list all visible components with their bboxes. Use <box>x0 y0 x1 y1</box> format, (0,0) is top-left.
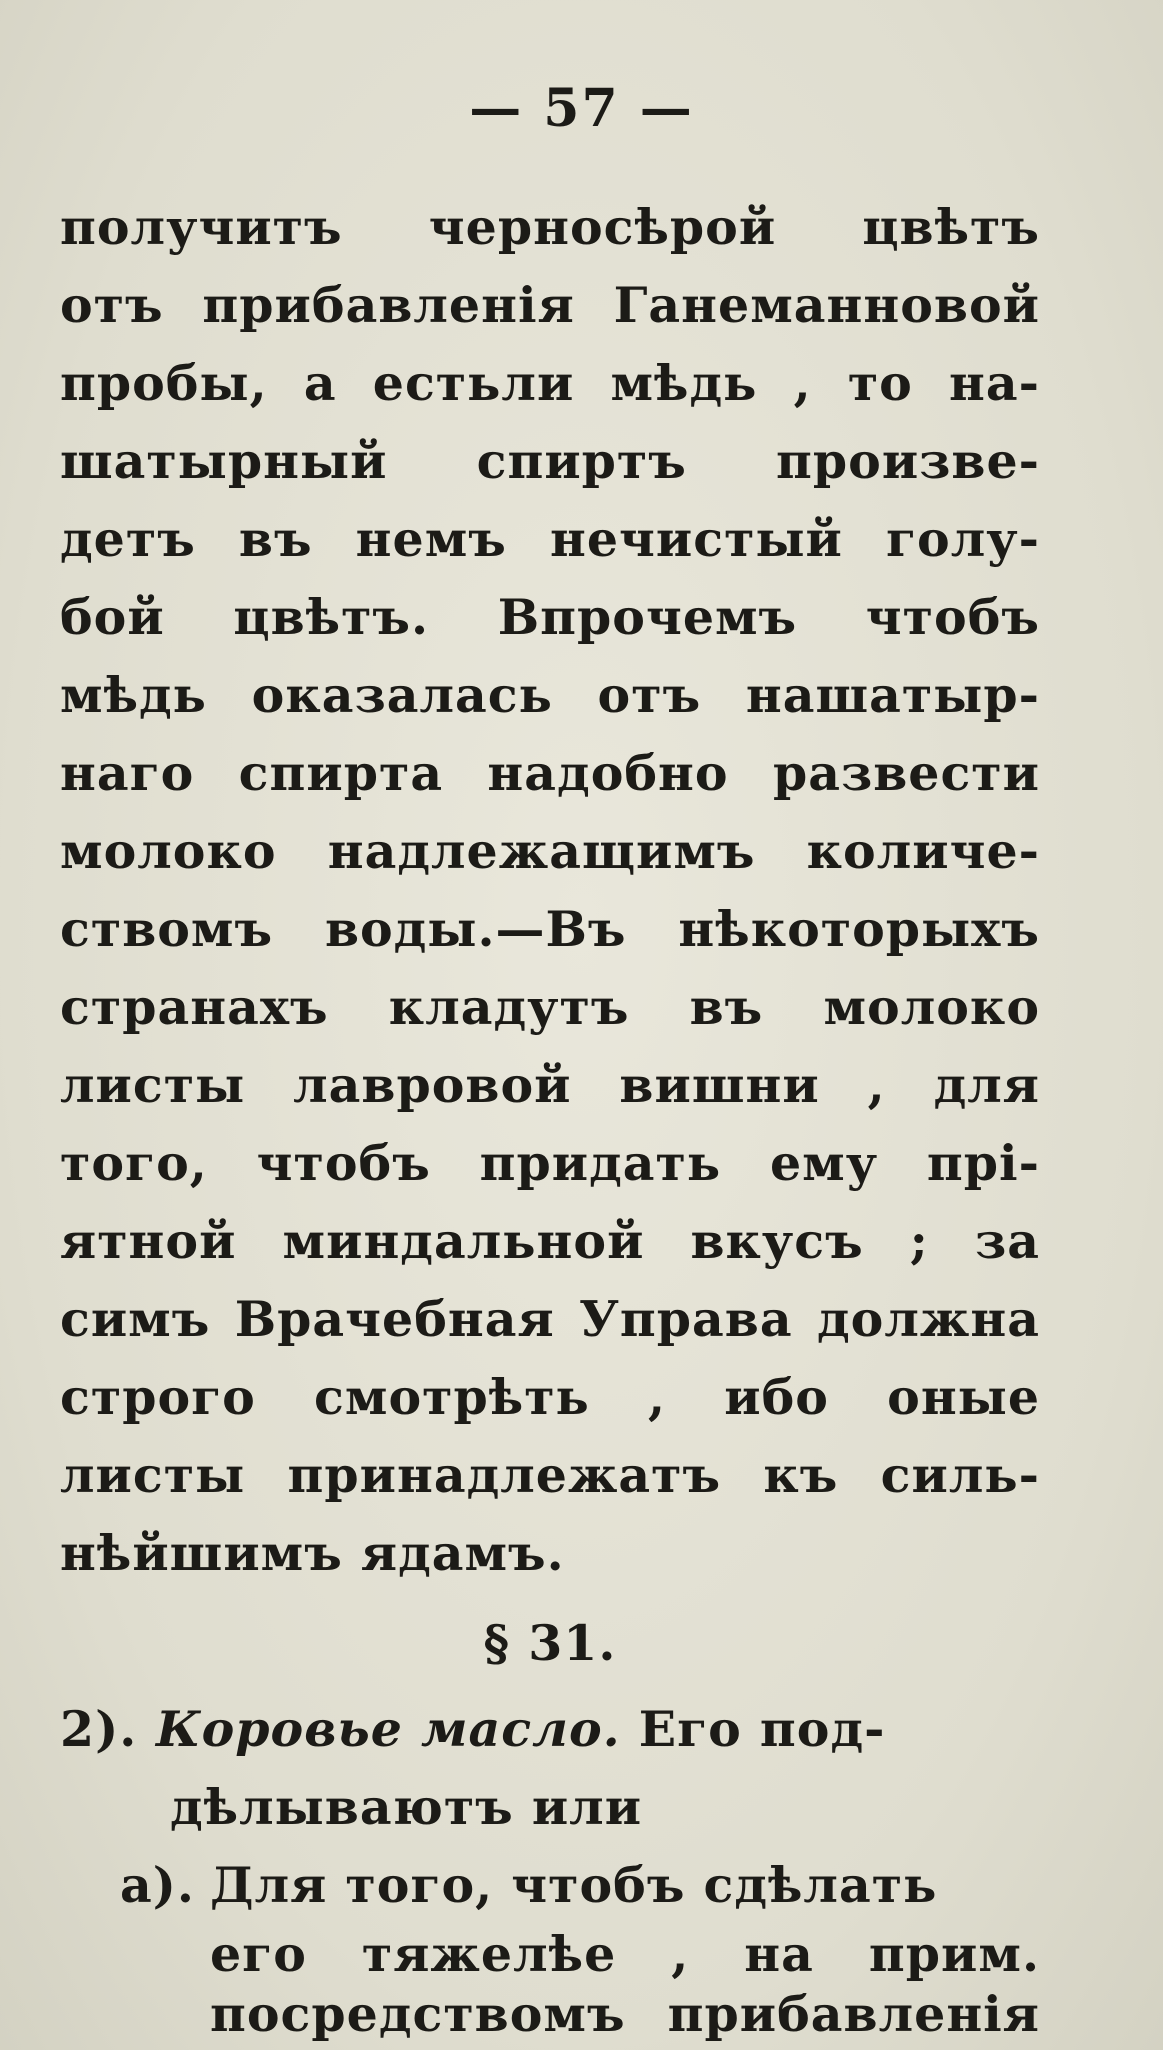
text-line: молоко надлежащимъ количе- <box>60 822 1040 880</box>
text-line: отъ прибавленія Ганеманновой <box>60 276 1040 334</box>
page-number: — 57 — <box>469 78 694 139</box>
text-line: ятной миндальной вкусъ ; за <box>60 1212 1040 1270</box>
list-item-a <box>120 1846 1040 1924</box>
text-line: мѣдь оказалась отъ нашатыр- <box>60 666 1040 724</box>
list-marker: а). <box>120 1856 195 1914</box>
text-line: симъ Врачебная Управа должна <box>60 1290 1040 1348</box>
text-line: шатырный спиртъ произве- <box>60 432 1040 490</box>
text-line: посредствомъ прибавленія <box>210 1985 1040 2043</box>
item-text: Для того, чтобъ сдѣлать <box>210 1856 938 1914</box>
text-line: пробы, а естьли мѣдь , то на- <box>60 354 1040 412</box>
text-line: листы принадлежатъ къ силь- <box>60 1446 1040 1504</box>
item-text: Его под- <box>620 1700 886 1758</box>
list-item-2 <box>60 1690 1040 1768</box>
list-marker: 2). <box>60 1700 138 1758</box>
text-line: того, чтобъ придать ему прі- <box>60 1134 1040 1192</box>
text-line: строго смотрѣть , ибо оные <box>60 1368 1040 1426</box>
text-line: наго спирта надобно развести <box>60 744 1040 802</box>
text-line: детъ въ немъ нечистый голу- <box>60 510 1040 568</box>
text-line: его тяжелѣе , на прим. <box>210 1925 1040 1983</box>
text-line: странахъ кладутъ въ молоко <box>60 978 1040 1036</box>
text-line: получитъ черносѣрой цвѣтъ <box>60 198 1040 256</box>
item-title: Коровье масло. <box>156 1700 621 1758</box>
text-line: нѣйшимъ ядамъ. <box>60 1524 565 1582</box>
section-heading: § 31. <box>483 1614 617 1672</box>
text-line: ствомъ воды.—Въ нѣкоторыхъ <box>60 900 1040 958</box>
text-line: бой цвѣтъ. Впрочемъ чтобъ <box>60 588 1040 646</box>
text-line: дѣлываютъ или <box>170 1778 643 1836</box>
text-line: листы лавровой вишни , для <box>60 1056 1040 1114</box>
